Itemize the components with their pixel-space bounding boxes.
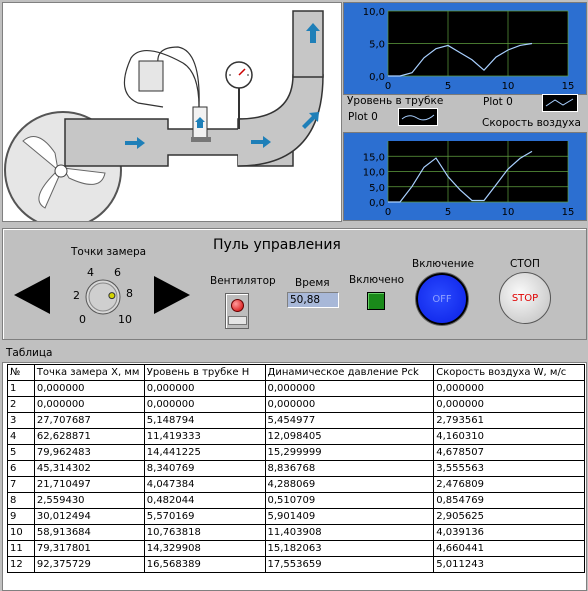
table-cell: 6 — [8, 461, 35, 477]
table-cell: 0,000000 — [434, 397, 585, 413]
table-cell: 4,288069 — [265, 477, 434, 493]
x-tick-label: 5 — [444, 81, 452, 92]
table-cell: 4,039136 — [434, 525, 585, 541]
y-tick-label: 10,0 — [362, 7, 385, 18]
table-row — [8, 413, 585, 429]
table-cell: 0,000000 — [34, 381, 144, 397]
x-tick-label: 15 — [561, 207, 575, 218]
table-cell: 10 — [8, 525, 35, 541]
table-cell: 79,317801 — [34, 541, 144, 557]
x-tick-label: 15 — [561, 81, 575, 92]
table-row — [8, 477, 585, 493]
col-header-air-speed: Скорость воздуха W, м/с — [434, 365, 585, 381]
table-cell: 11 — [8, 541, 35, 557]
table-cell: 2,793561 — [434, 413, 585, 429]
table-cell: 4 — [8, 429, 35, 445]
fan-led-icon — [231, 299, 244, 312]
stop-button-label: STOP — [511, 292, 539, 304]
table-cell: 2 — [8, 397, 35, 413]
table-cell: 11,419333 — [144, 429, 265, 445]
fan-pipe-diagram — [3, 3, 341, 221]
table-cell: 0,000000 — [144, 381, 265, 397]
table-cell: 62,628871 — [34, 429, 144, 445]
table-cell: 30,012494 — [34, 509, 144, 525]
table-cell: 0,000000 — [144, 397, 265, 413]
legend-swatch-2 — [542, 94, 578, 112]
x-tick-label: 10 — [501, 207, 515, 218]
level-in-tube-label: Уровень в трубке — [347, 95, 444, 107]
table-cell: 5 — [8, 445, 35, 461]
table-cell: 0,000000 — [265, 397, 434, 413]
table-cell: 5,011243 — [434, 557, 585, 573]
control-panel-title: Пуль управления — [213, 237, 341, 253]
table-cell: 0,482044 — [144, 493, 265, 509]
table-cell: 1 — [8, 381, 35, 397]
y-tick-label: 5,0 — [369, 182, 385, 194]
table-cell: 12,098405 — [265, 429, 434, 445]
table-cell: 8 — [8, 493, 35, 509]
off-button-label: OFF — [432, 293, 452, 305]
knob-tick-6: 6 — [114, 266, 121, 279]
table-cell: 15,182063 — [265, 541, 434, 557]
table-cell: 15,299999 — [265, 445, 434, 461]
table-cell: 11,403908 — [265, 525, 434, 541]
table-cell: 8,340769 — [144, 461, 265, 477]
y-tick-label: 0,0 — [369, 72, 385, 83]
manometer-tank-icon — [139, 61, 163, 91]
col-header-point-x: Точка замера X, мм — [34, 365, 144, 381]
x-tick-label: 0 — [384, 81, 392, 92]
knob-tick-4: 4 — [87, 266, 94, 279]
x-tick-label: 10 — [501, 81, 515, 92]
table-row — [8, 445, 585, 461]
table-cell: 5,901409 — [265, 509, 434, 525]
schematic-panel — [2, 2, 342, 222]
control-panel — [2, 228, 587, 340]
x-tick-label: 0 — [384, 207, 392, 218]
measurement-table — [7, 364, 585, 573]
air-speed-label: Скорость воздуха — [482, 117, 581, 129]
table-row — [8, 525, 585, 541]
level-plot-frame — [343, 2, 587, 95]
table-cell: 58,913684 — [34, 525, 144, 541]
speed-plot-frame — [343, 132, 587, 221]
table-cell: 5,570169 — [144, 509, 265, 525]
table-cell: 0,854769 — [434, 493, 585, 509]
fan-switch[interactable] — [225, 293, 249, 329]
table-cell: 2,905625 — [434, 509, 585, 525]
knob-tick-2: 2 — [73, 289, 80, 302]
table-cell: 27,707687 — [34, 413, 144, 429]
table-row — [8, 461, 585, 477]
level-plot — [344, 3, 586, 94]
fan-label: Вентилятор — [210, 275, 276, 287]
table-cell: 14,329908 — [144, 541, 265, 557]
table-row — [8, 429, 585, 445]
prev-point-button[interactable] — [12, 274, 52, 316]
table-cell: 5,148794 — [144, 413, 265, 429]
table-cell: 4,660441 — [434, 541, 585, 557]
table-header-row — [8, 365, 585, 381]
next-point-button[interactable] — [152, 274, 192, 316]
table-cell: 4,047384 — [144, 477, 265, 493]
col-header-number: № — [8, 365, 35, 381]
time-display: 50,88 — [287, 292, 339, 308]
table-cell: 7 — [8, 477, 35, 493]
table-cell: 2,559430 — [34, 493, 144, 509]
table-cell: 0,000000 — [34, 397, 144, 413]
table-title: Таблица — [6, 347, 53, 359]
enabled-indicator — [367, 292, 385, 310]
time-label: Время — [295, 277, 330, 289]
knob-tick-10: 10 — [118, 313, 132, 326]
table-cell: 14,441225 — [144, 445, 265, 461]
table-cell: 45,314302 — [34, 461, 144, 477]
table-row — [8, 381, 585, 397]
y-tick-label: 5,0 — [369, 39, 385, 51]
table-cell: 4,678507 — [434, 445, 585, 461]
table-cell: 3 — [8, 413, 35, 429]
legend-plot-label-2: Plot 0 — [483, 96, 513, 108]
legend-plot-label-1: Plot 0 — [348, 111, 378, 123]
col-header-pressure: Динамическое давление Pck — [265, 365, 434, 381]
table-cell: 0,000000 — [434, 381, 585, 397]
table-cell: 4,160310 — [434, 429, 585, 445]
col-header-level-h: Уровень в трубке H — [144, 365, 265, 381]
table-cell: 5,454977 — [265, 413, 434, 429]
y-tick-label: 10,0 — [362, 167, 385, 179]
knob-tick-0: 0 — [79, 313, 86, 326]
table-row — [8, 541, 585, 557]
table-row — [8, 557, 585, 573]
x-tick-label: 5 — [444, 207, 452, 218]
table-cell: 10,763818 — [144, 525, 265, 541]
table-cell: 92,375729 — [34, 557, 144, 573]
power-off-button[interactable] — [416, 273, 468, 325]
y-tick-label: 0,0 — [369, 198, 385, 209]
table-row — [8, 397, 585, 413]
data-table-container — [2, 362, 587, 591]
table-cell: 2,476809 — [434, 477, 585, 493]
table-cell: 21,710497 — [34, 477, 144, 493]
knob-tick-8: 8 — [126, 287, 133, 300]
measure-points-label: Точки замера — [71, 246, 147, 258]
table-cell: 3,555563 — [434, 461, 585, 477]
table-cell: 79,962483 — [34, 445, 144, 461]
table-cell: 17,553659 — [265, 557, 434, 573]
power-on-label: Включение — [412, 258, 474, 270]
speed-plot — [344, 133, 586, 220]
legend-swatch-1 — [398, 108, 438, 126]
table-cell: 12 — [8, 557, 35, 573]
stop-button[interactable] — [499, 272, 551, 324]
table-cell: 0,000000 — [265, 381, 434, 397]
y-tick-label: 15,0 — [362, 152, 385, 164]
table-row — [8, 493, 585, 509]
table-row — [8, 509, 585, 525]
table-cell: 16,568389 — [144, 557, 265, 573]
table-cell: 8,836768 — [265, 461, 434, 477]
table-cell: 9 — [8, 509, 35, 525]
enabled-label: Включено — [349, 274, 405, 286]
stop-label: СТОП — [510, 258, 540, 270]
table-cell: 0,510709 — [265, 493, 434, 509]
